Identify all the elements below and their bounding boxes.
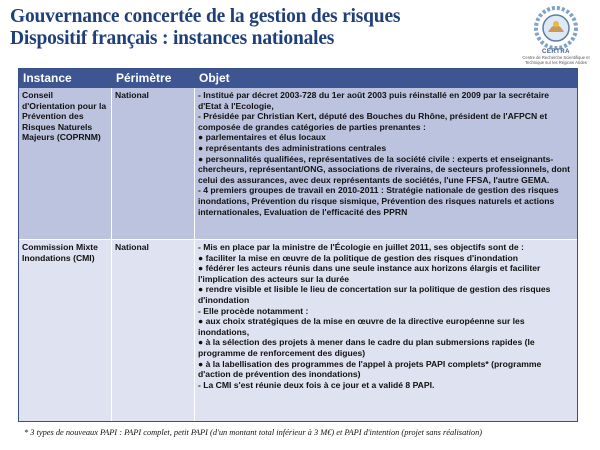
objet-line: ● représentants des administrations centrales [198, 142, 387, 153]
objet-line: ● rendre visible et lisible le lieu de concertation sur la politique de gestion des risques d'inondation [198, 284, 551, 305]
objet-line: ● faciliter la mise en œuvre de la politique de gestion des risques d'inondation [198, 252, 519, 263]
logo-name: CERTRA [542, 49, 570, 55]
certra-logo [518, 6, 594, 70]
objet-line: ● à la sélection des projets à mener dans le cadre du plan submersions rapides (le programme de renforcement des digues) [198, 337, 535, 358]
objet-line: - Mis en place par la ministre de l'Écologie en juillet 2011, ses objectifs sont de : [198, 242, 524, 252]
objet-line: - Institué par décret 2003-728 du 1er août 2003 puis réinstallé en 2009 par la secrétaire d'Etat à l'Ecologie, [198, 90, 550, 111]
cell-objet [195, 88, 577, 239]
objet-line: ● parlementaires et élus locaux [198, 132, 326, 143]
cell-instance: Commission Mixte Inondations (CMI) [19, 240, 112, 421]
objet-line: ● personnalités qualifiées, représentatives de la société civile : experts et enseignants-chercheurs, représentant/ONG, associations de riverains, de secteurs professionnels, dont celui des assurances, avec deux représentants de sociétés, l'une FFSA, l'autre GEMA. [198, 153, 571, 185]
objet-line: - Présidée par Christian Kert, député des Bouches du Rhône, président de l'AFPCN et composée de grandes catégories de parties prenantes : [198, 111, 548, 132]
table-row [19, 240, 577, 421]
cell-perimetre: National [112, 240, 195, 421]
title-line-1: Gouvernance concertée de la gestion des risques [10, 6, 401, 27]
logo-emblem-icon [518, 6, 594, 50]
objet-line: ● aux choix stratégiques de la mise en œuvre de la directive européenne sur les inondations, [198, 316, 525, 337]
logo-caption: Centre de Recherche Scientifique et Technique sur les Régions Arides [522, 55, 590, 65]
page-title [10, 6, 510, 50]
header-perimetre: Périmètre [116, 71, 172, 85]
header-instance: Instance [23, 71, 72, 85]
objet-line: ● à la labellisation des programmes de l'appel à projets PAPI complets* (programme d'action de prévention des inondations) [198, 358, 542, 380]
title-line-2: Dispositif français : instances nationales [10, 28, 335, 49]
objet-line: - La CMI s'est réunie deux fois à ce jour et a validé 8 PAPI. [198, 379, 435, 390]
objet-line: - 4 premiers groupes de travail en 2010-2011 : Stratégie nationale de gestion des risques inondations, Prévention du risque sismique, Prévention des risques naturels et actions internationales, Evaluation de l'efficacité des PPRN [198, 185, 559, 217]
objet-line: - Elle procède notamment : [198, 305, 309, 316]
cell-perimetre: National [112, 88, 195, 239]
header-objet: Objet [199, 71, 230, 85]
objet-line: ● fédérer les acteurs réunis dans une seule instance aux horizons élargis et faciliter l'implication des acteurs sur la durée [198, 263, 541, 284]
cell-instance: Conseil d'Orientation pour la Prévention des Risques Naturels Majeurs (COPRNM) [19, 88, 112, 239]
instances-table [18, 68, 578, 422]
footnote: * 3 types de nouveaux PAPI : PAPI complet, petit PAPI (d'un montant total inférieur à 3 M€) et PAPI d'intention (projet sans réalisation) [24, 428, 483, 437]
table-row [19, 88, 577, 240]
cell-objet [195, 240, 577, 421]
table-header [19, 69, 577, 88]
